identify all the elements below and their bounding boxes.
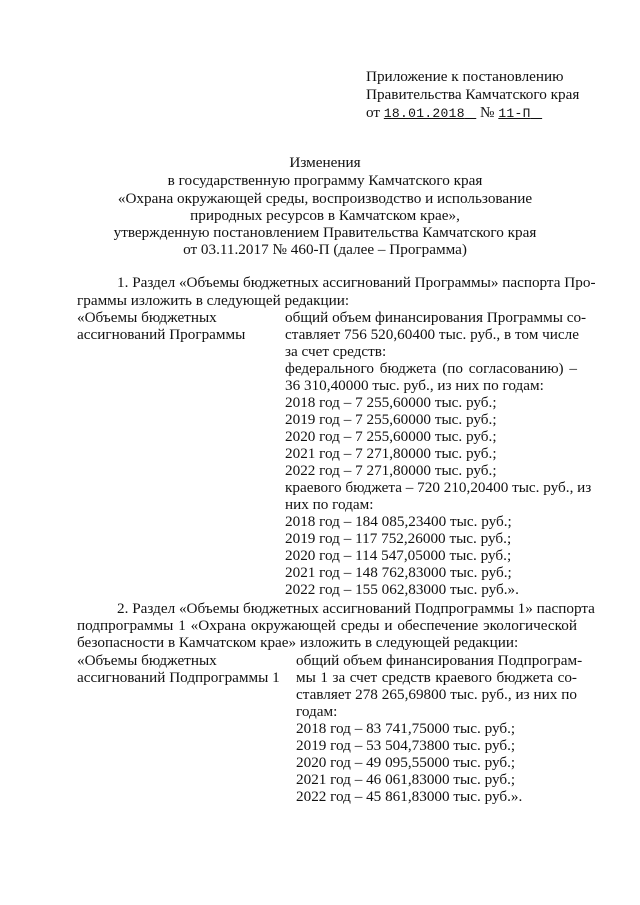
section2-intro-line-3: безопасности в Камчатском крае» изложить в следующей редакции: (77, 634, 519, 651)
section1-content-line-3: за счет средств: (285, 343, 387, 360)
section1-content-line-12: них по годам: (285, 496, 374, 513)
section1-content-line-10: 2022 год – 7 271,80000 тыс. руб.; (285, 462, 497, 479)
approval-line-1: Приложение к постановлению (366, 68, 564, 85)
section1-content-line-13: 2018 год – 184 085,23400 тыс. руб.; (285, 513, 512, 530)
section2-intro-line-1: 2. Раздел «Объемы бюджетных ассигнований Подпрограммы 1» паспорта (117, 600, 595, 617)
section1-content-line-8: 2020 год – 7 255,60000 тыс. руб.; (285, 428, 497, 445)
section1-label-line-2: ассигнований Программы (77, 326, 246, 343)
approval-line-3 (366, 104, 542, 122)
section1-content-line-7: 2019 год – 7 255,60000 тыс. руб.; (285, 411, 497, 428)
section2-content-line-2: мы 1 за счет средств краевого бюджета со- (296, 669, 577, 686)
title-line-3: «Охрана окружающей среды, воспроизводство и использование (117, 190, 533, 207)
title-line-4: природных ресурсов в Камчатском крае», (190, 207, 460, 224)
section2-content-line-9: 2022 год – 45 861,83000 тыс. руб.». (296, 788, 523, 805)
section2-content-line-5: 2018 год – 83 741,75000 тыс. руб.; (296, 720, 516, 737)
section2-content-line-4: годам: (296, 703, 338, 720)
title-line-2: в государственную программу Камчатского края (167, 172, 483, 189)
date-prefix: от (366, 104, 381, 121)
section1-content-line-6: 2018 год – 7 255,60000 тыс. руб.; (285, 394, 497, 411)
approval-line-2: Правительства Камчатского края (366, 86, 580, 103)
section1-content-line-11: краевого бюджета – 720 210,20400 тыс. руб., из (285, 479, 592, 496)
section1-content-line-1: общий объем финансирования Программы со- (285, 309, 587, 326)
section1-intro-line-2: граммы изложить в следующей редакции: (77, 292, 350, 309)
section2-content-line-6: 2019 год – 53 504,73800 тыс. руб.; (296, 737, 516, 754)
section2-content-line-3: ставляет 278 265,69800 тыс. руб., из них по (296, 686, 577, 703)
number-value: 11-П (498, 106, 531, 121)
section1-content-line-14: 2019 год – 117 752,26000 тыс. руб.; (285, 530, 512, 547)
section2-label-line-1: «Объемы бюджетных (77, 652, 217, 669)
date-value: 18.01.2018 (383, 106, 465, 121)
section2-content-line-1: общий объем финансирования Подпрограм- (296, 652, 583, 669)
section1-label-line-1: «Объемы бюджетных (77, 309, 217, 326)
section2-content-line-7: 2020 год – 49 095,55000 тыс. руб.; (296, 754, 516, 771)
section2-intro-line-2: подпрограммы 1 «Охрана окружающей среды и обеспечение экологической (77, 617, 577, 634)
section1-content-line-17: 2022 год – 155 062,83000 тыс. руб.». (285, 581, 519, 598)
section1-content-line-9: 2021 год – 7 271,80000 тыс. руб.; (285, 445, 497, 462)
title-line-6: от 03.11.2017 № 460-П (далее – Программа) (183, 241, 467, 258)
section1-content-line-5: 36 310,40000 тыс. руб., из них по годам: (285, 377, 544, 394)
section2-content-line-8: 2021 год – 46 061,83000 тыс. руб.; (296, 771, 516, 788)
section1-intro-line-1: 1. Раздел «Объемы бюджетных ассигнований Программы» паспорта Про- (117, 274, 596, 291)
section1-content-line-2: ставляет 756 520,60400 тыс. руб., в том числе (285, 326, 579, 343)
section1-content-line-4: федерального бюджета (по согласованию) – (285, 360, 577, 377)
section1-content-line-16: 2021 год – 148 762,83000 тыс. руб.; (285, 564, 512, 581)
section1-content-line-15: 2020 год – 114 547,05000 тыс. руб.; (285, 547, 512, 564)
section2-label-line-2: ассигнований Подпрограммы 1 (77, 669, 280, 686)
title-line-5: утвержденную постановлением Правительства Камчатского края (113, 224, 537, 241)
title-line-1: Изменения (289, 154, 361, 171)
number-prefix: № (480, 104, 495, 121)
